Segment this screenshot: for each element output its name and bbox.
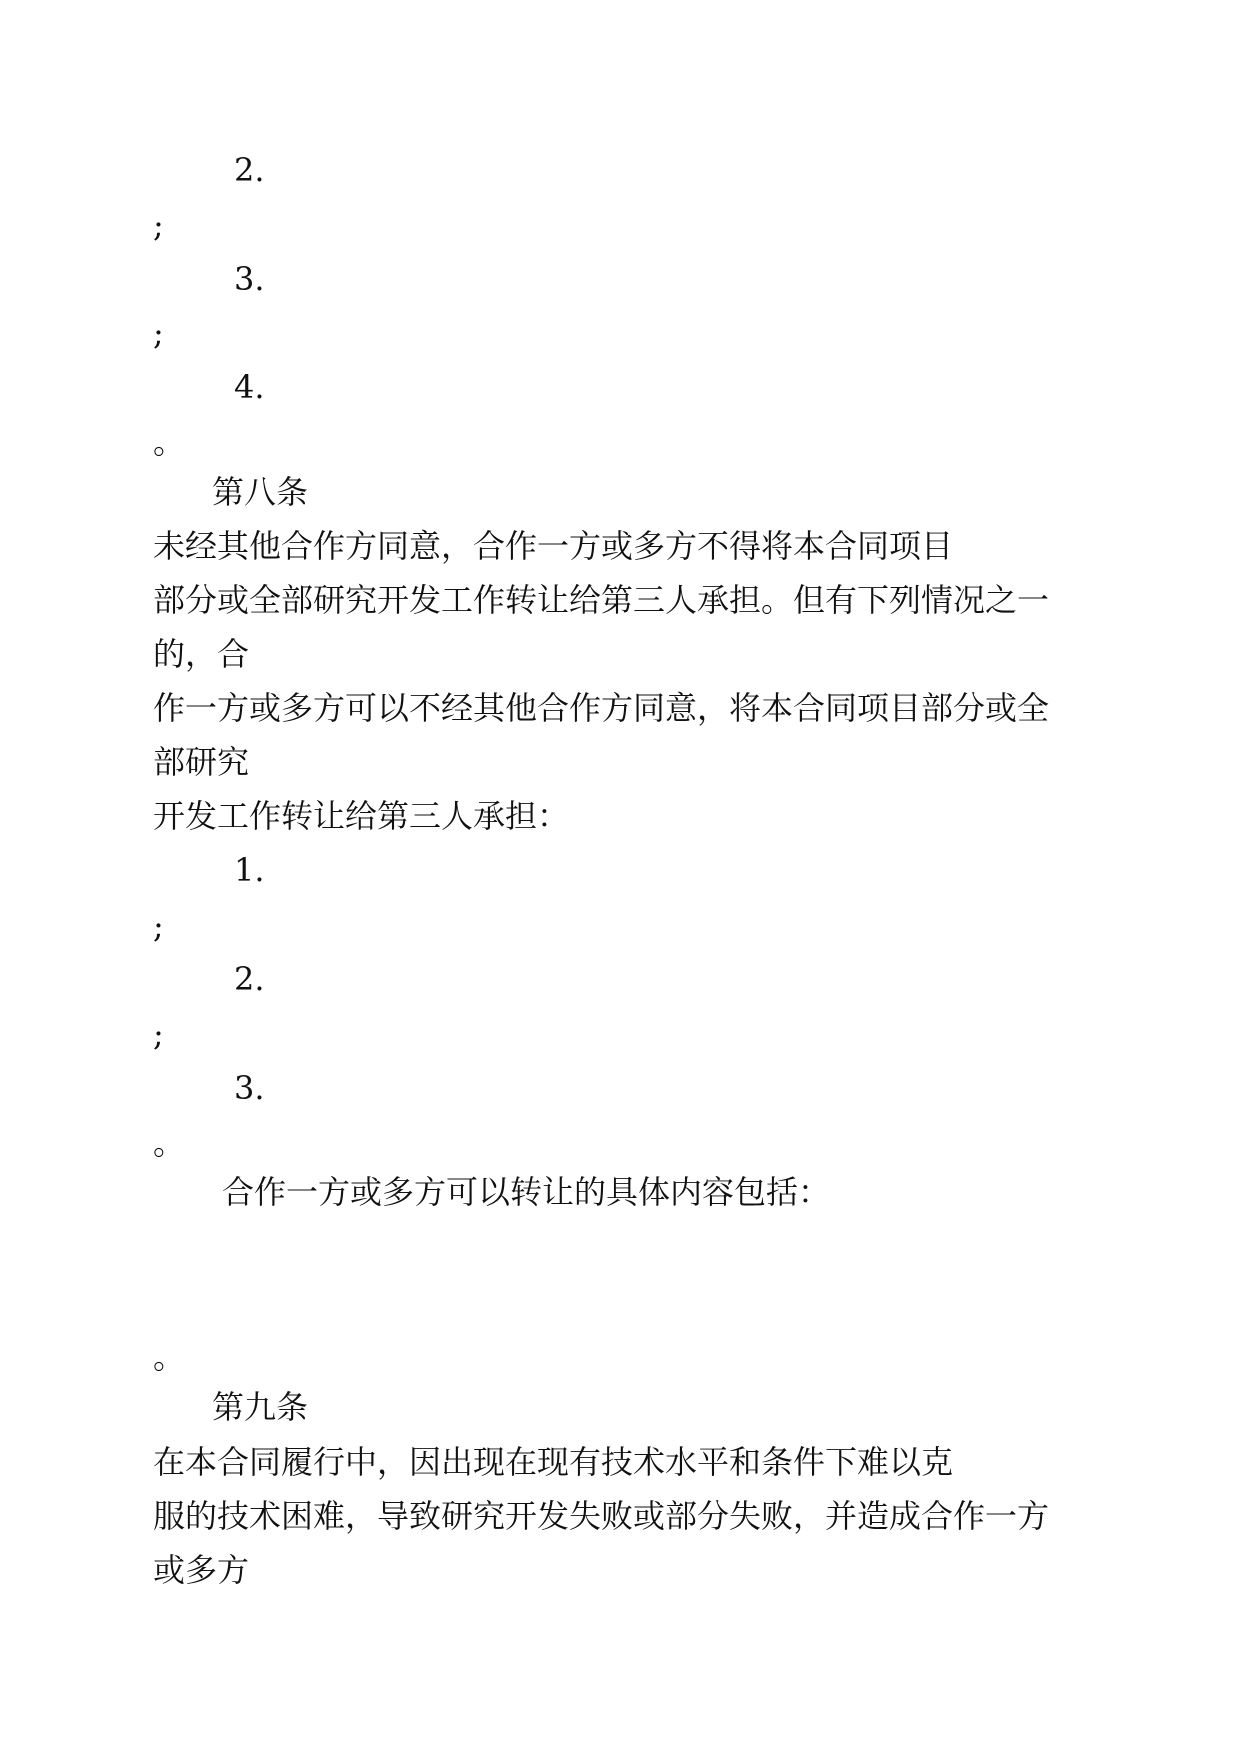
- list-item-end: 。: [153, 1124, 186, 1162]
- article-heading: 第八条: [212, 473, 309, 511]
- list-item-number: 3.: [234, 1069, 265, 1107]
- list-item-number: 2.: [234, 960, 265, 998]
- paragraph-line: 开发工作转让给第三人承担：: [153, 797, 570, 835]
- list-item-number: 3.: [234, 260, 265, 298]
- paragraph-line: 服的技术困难，导致研究开发失败或部分失败，并造成合作一方: [153, 1497, 1050, 1535]
- article-heading: 第九条: [212, 1388, 309, 1426]
- paragraph-line: 合作一方或多方可以转让的具体内容包括：: [222, 1173, 831, 1211]
- list-item-end: ;: [153, 314, 164, 352]
- list-item-end: ;: [153, 206, 164, 244]
- list-item-end: ;: [153, 907, 164, 945]
- list-item-end: ;: [153, 1015, 164, 1053]
- paragraph-line: 部分或全部研究开发工作转让给第三人承担。但有下列情况之一: [153, 581, 1050, 619]
- paragraph-line: 部研究: [153, 743, 250, 781]
- paragraph-line: 在本合同履行中，因出现在现有技术水平和条件下难以克: [153, 1443, 954, 1481]
- paragraph-line: 未经其他合作方同意，合作一方或多方不得将本合同项目: [153, 527, 954, 565]
- list-item-number: 1.: [234, 851, 265, 889]
- paragraph-end: 。: [153, 1338, 186, 1376]
- paragraph-line: 作一方或多方可以不经其他合作方同意，将本合同项目部分或全: [153, 689, 1050, 727]
- list-item-number: 4.: [234, 368, 265, 406]
- list-item-end: 。: [153, 423, 186, 461]
- list-item-number: 2.: [234, 151, 265, 189]
- paragraph-line: 或多方: [153, 1551, 250, 1589]
- paragraph-line: 的，合: [153, 635, 250, 673]
